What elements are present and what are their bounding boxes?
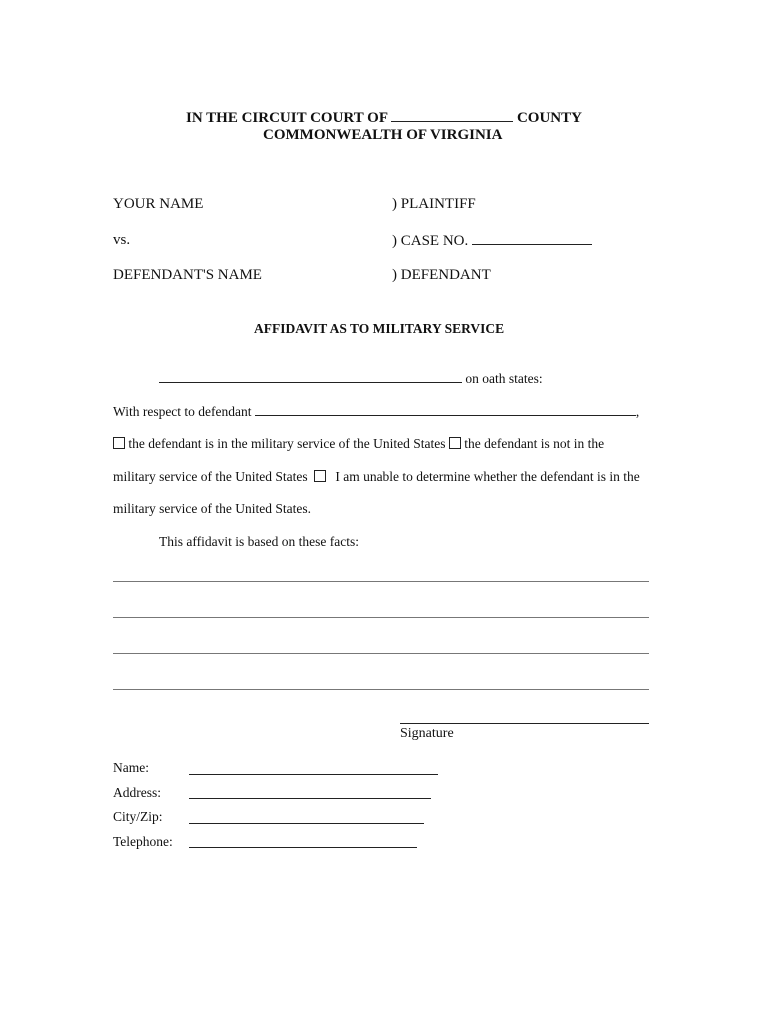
court-heading bbox=[186, 109, 582, 127]
in-service-checkbox[interactable] bbox=[113, 437, 125, 449]
defendant-name-blank[interactable] bbox=[255, 403, 636, 416]
unable-label-1: I am unable to determine whether the defendant is in the bbox=[335, 469, 640, 484]
facts-line-3[interactable] bbox=[113, 653, 649, 654]
case-number-row bbox=[392, 232, 592, 250]
not-in-service-label-2: military service of the United States bbox=[113, 469, 308, 484]
telephone-label: Telephone: bbox=[113, 834, 173, 849]
unable-to-determine-checkbox[interactable] bbox=[314, 470, 326, 482]
defendant-label: ) DEFENDANT bbox=[392, 267, 491, 283]
oath-row bbox=[159, 370, 543, 387]
signature-line[interactable] bbox=[400, 723, 649, 724]
cityzip-label: City/Zip: bbox=[113, 809, 163, 824]
vs-label: vs. bbox=[113, 232, 131, 248]
not-in-service-label-1: the defendant is not in the bbox=[464, 436, 605, 451]
unable-label-2: military service of the United States. bbox=[113, 501, 311, 516]
affiant-name-blank[interactable] bbox=[159, 370, 462, 383]
options-row-2 bbox=[113, 469, 640, 485]
affidavit-title: AFFIDAVIT AS TO MILITARY SERVICE bbox=[254, 321, 505, 336]
court-suffix: COUNTY bbox=[516, 110, 582, 126]
county-blank[interactable] bbox=[391, 109, 513, 122]
commonwealth-heading: COMMONWEALTH OF VIRGINIA bbox=[263, 127, 503, 143]
oath-suffix: on oath states: bbox=[465, 371, 543, 386]
cityzip-field[interactable] bbox=[189, 823, 424, 824]
case-no-label: ) CASE NO. bbox=[392, 233, 469, 249]
respect-row bbox=[113, 403, 639, 420]
name-label: Name: bbox=[113, 760, 149, 775]
name-field[interactable] bbox=[189, 774, 438, 775]
address-label: Address: bbox=[113, 785, 161, 800]
facts-line-4[interactable] bbox=[113, 689, 649, 690]
defendant-name-label: DEFENDANT'S NAME bbox=[113, 267, 262, 283]
facts-line-2[interactable] bbox=[113, 617, 649, 618]
address-field[interactable] bbox=[189, 798, 431, 799]
plaintiff-label: ) PLAINTIFF bbox=[392, 196, 476, 212]
plaintiff-name-label: YOUR NAME bbox=[113, 196, 204, 212]
respect-comma: , bbox=[635, 404, 640, 419]
facts-intro: This affidavit is based on these facts: bbox=[159, 534, 359, 549]
signature-label: Signature bbox=[400, 726, 454, 741]
not-in-service-checkbox[interactable] bbox=[449, 437, 461, 449]
facts-line-1[interactable] bbox=[113, 581, 649, 582]
in-service-label: the defendant is in the military service of the United States bbox=[128, 436, 446, 451]
court-prefix: IN THE CIRCUIT COURT OF bbox=[186, 110, 388, 126]
telephone-field[interactable] bbox=[189, 847, 417, 848]
respect-prefix: With respect to defendant bbox=[113, 404, 252, 419]
case-number-blank[interactable] bbox=[472, 232, 592, 245]
options-row-1 bbox=[113, 436, 604, 452]
